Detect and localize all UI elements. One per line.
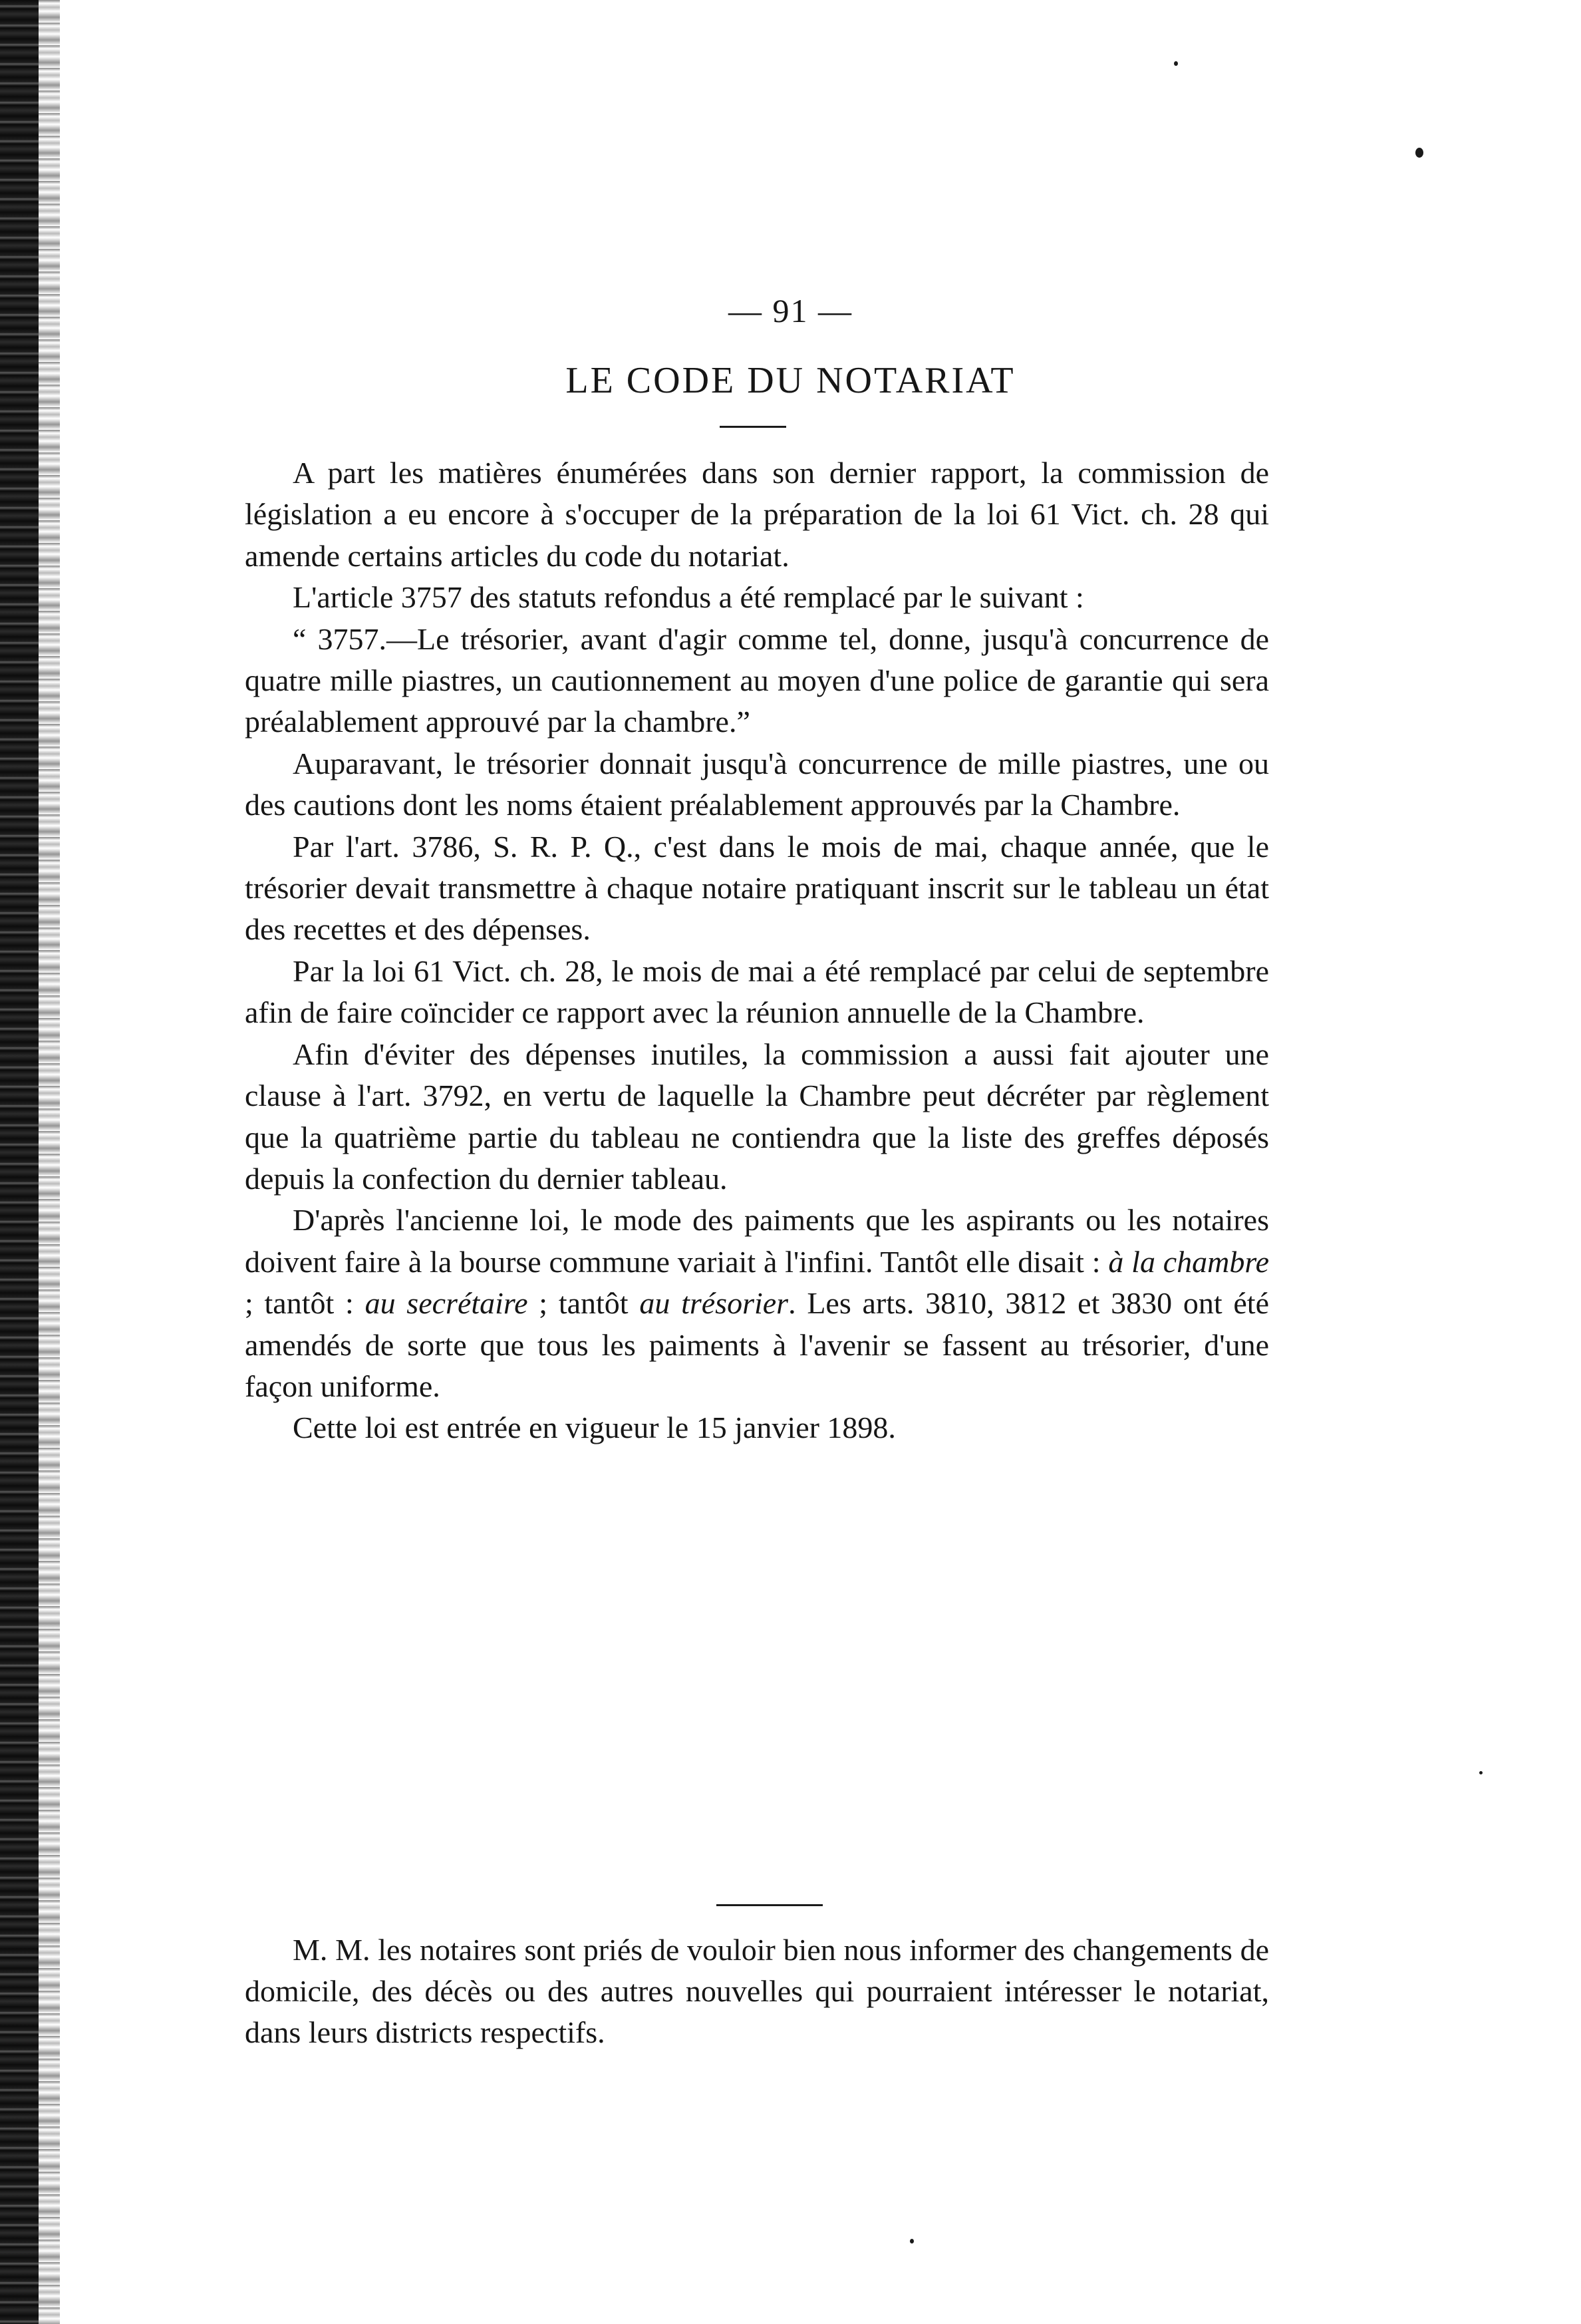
scan-binding-shadow (39, 0, 60, 2324)
article-body (245, 452, 1269, 1449)
payments-text-2: ; tantôt : (245, 1286, 365, 1321)
title-underline (720, 426, 786, 428)
paragraph-effective-date: Cette loi est entrée en vigueur le 15 janvier 1898. (293, 1411, 896, 1445)
paragraph-intro: A part les matières énumérées dans son dernier rapport, la commission de législation a eu encore à s'occuper de la préparation de la loi 61 Vict. ch. 28 qui amende certains articles du code du notariat. (245, 456, 1269, 573)
paragraph-article-3792: Afin d'éviter des dépenses inutiles, la commission a aussi fait ajouter une clause à l'art. 3792, en vertu de laquelle la Chambre peut décréter par règlement que la quatrième partie du tableau ne contiendra que la liste des greffes déposés depuis la confection du dernier tableau. (245, 1037, 1269, 1196)
page-number: — 91 — (728, 292, 853, 329)
scan-speck (910, 2239, 914, 2243)
paragraph-payments (245, 1200, 1269, 1407)
notice-paragraph: M. M. les notaires sont priés de vouloir bien nous informer des changements de domicile, des décès ou des autres nouvelles qui pourraient intéresser le notariat, dans leurs districts respectifs. (245, 1933, 1269, 2049)
paragraph-article-3786: Par l'art. 3786, S. R. P. Q., c'est dans le mois de mai, chaque année, que le trésorier devait transmettre à chaque notaire pratiquant inscrit sur le tableau un état des recettes et des dépenses. (245, 829, 1269, 947)
scan-speck (1415, 148, 1423, 158)
scan-speck (1479, 1771, 1483, 1774)
paragraph-quoted-article: “ 3757.—Le trésorier, avant d'agir comme tel, donne, jusqu'à concurrence de quatre mille piastres, un cautionnement au moyen d'une police de garantie qui sera préalablement approuvé par la chambre.” (245, 621, 1269, 739)
payments-italic-tresorier: au trésorier (639, 1286, 789, 1321)
payments-text-3: ; tantôt (527, 1286, 640, 1321)
section-divider (716, 1904, 823, 1906)
payments-italic-secretaire: au secrétaire (364, 1286, 528, 1321)
paragraph-previous-rule: Auparavant, le trésorier donnait jusqu'à concurrence de mille piastres, une ou des cautions dont les noms étaient préalablement approuvés par la Chambre. (245, 746, 1269, 822)
scan-speck (1174, 61, 1178, 66)
paragraph-september-change: Par la loi 61 Vict. ch. 28, le mois de mai a été remplacé par celui de septembre afin de faire coïncider ce rapport avec la réunion annuelle de la Chambre. (245, 953, 1269, 1030)
scan-binding-edge (0, 0, 39, 2324)
payments-text-1: D'après l'ancienne loi, le mode des paiments que les aspirants ou les notaires doivent faire à la bourse commune variait à l'infini. Tantôt elle disait : (245, 1203, 1269, 1279)
paragraph-article-3757: L'article 3757 des statuts refondus a été remplacé par le suivant : (293, 580, 1084, 615)
notice-section (245, 1929, 1269, 2053)
payments-italic-chambre: à la chambre (1108, 1244, 1269, 1279)
page-title: LE CODE DU NOTARIAT (565, 360, 1016, 401)
payments-text-4: . Les arts. 3810, 3812 et 3830 ont été amendés de sorte que tous les paiments à l'avenir se fassent au trésorier, d'une façon uniforme. (245, 1286, 1269, 1403)
